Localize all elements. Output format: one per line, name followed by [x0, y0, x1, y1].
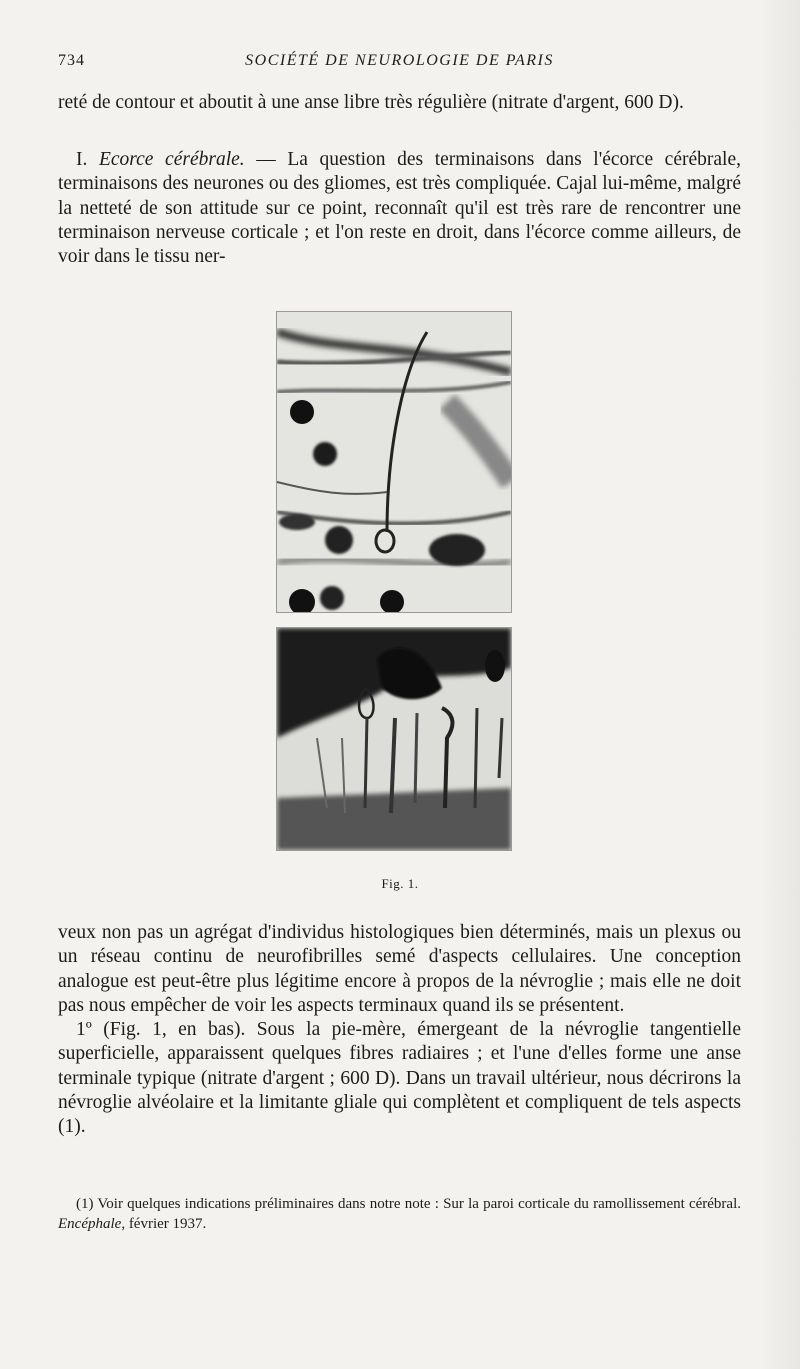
paragraph-4: 1º (Fig. 1, en bas). Sous la pie-mère, émergeant de la névroglie tangentielle superficielle, apparaissent quelques fibres radiaires ; et l'une d'elles forme une anse terminale typique (nitrate d'argent ; 600 D). Dans un travail ultérieur, nous décrirons la névroglie alvéolaire et la limitante gliale qui complètent et compliquent de tels aspects (1). — [58, 1019, 741, 1138]
section-number: I. — [76, 149, 99, 170]
running-title: SOCIÉTÉ DE NEUROLOGIE DE PARIS — [245, 52, 554, 69]
page-number: 734 — [58, 52, 85, 69]
paragraph-continuation — [58, 91, 741, 115]
page-edge-shadow — [760, 0, 800, 1369]
body-continued — [58, 921, 741, 1140]
micrograph-bottom — [276, 627, 512, 851]
footnote — [58, 1194, 741, 1234]
footnote-1: (1) Voir quelques indications préliminaires dans notre note : Sur la paroi corticale du ramollissement cérébral. Encéphale, février 1937. — [58, 1196, 741, 1232]
running-header — [58, 52, 741, 76]
paragraph-2 — [58, 148, 741, 269]
paragraph-1: reté de contour et aboutit à une anse libre très régulière (nitrate d'argent, 600 D). — [58, 92, 684, 113]
journal-title: Encéphale — [58, 1216, 122, 1232]
figure-caption: Fig. 1. — [381, 876, 419, 891]
paragraph-3: veux non pas un agrégat d'individus histologiques bien déterminés, mais un plexus ou un réseau continu de neurofibrilles semé d'aspects cellulaires. Une conception analogue est peut-être plus légitime encore à propos de la névroglie ; mais elle ne doit pas nous empêcher de voir les aspects terminaux quand ils se présentent. — [58, 922, 741, 1016]
section-ecorce — [58, 148, 741, 269]
micrograph-top — [276, 311, 512, 613]
paragraph-2-text: — La question des terminaisons dans l'écorce cérébrale, terminaisons des neurones ou des gliomes, est très compliquée. Cajal lui-même, malgré la netteté de son attitude sur ce point, reconnaît qu'il est très rare de rencontrer une terminaison nerveuse corticale ; et l'on reste en droit, dans l'écorce comme ailleurs, de voir dans le tissu ner- — [58, 149, 741, 268]
section-heading: Ecorce cérébrale. — [98, 149, 245, 170]
